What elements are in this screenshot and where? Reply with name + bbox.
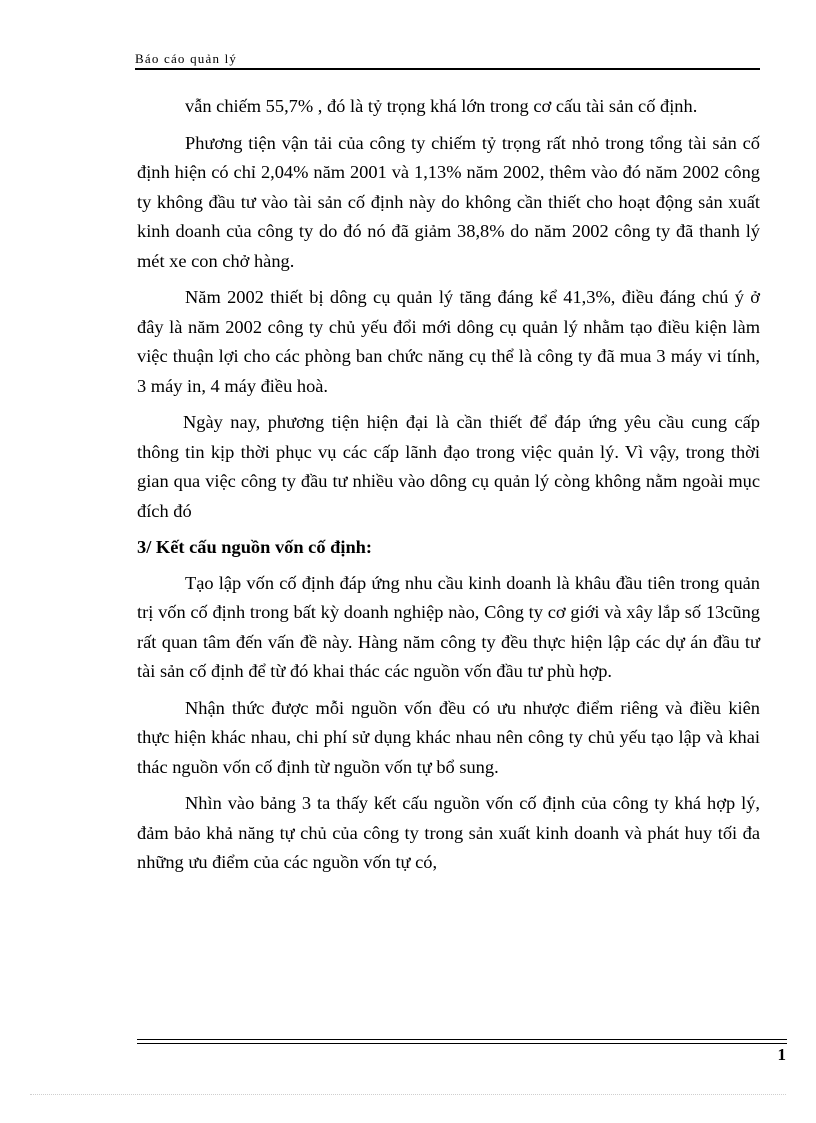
paragraph-modern-means: Ngày nay, phương tiện hiện đại là cần thiết để đáp ứng yêu cầu cung cấp thông tin kịp thời phục vụ các cấp lãnh đạo trong việc quản lý. Vì vậy, trong thời gian qua việc công ty đầu tư nhiều vào dông cụ quản lý còng không nằm ngoài mục đích đó: [137, 412, 760, 521]
header-rule: [135, 68, 760, 70]
paragraph-capital-sources: Nhận thức được mỗi nguồn vốn đều có ưu nhược điểm riêng và điều kiên thực hiện khác nhau, chi phí sử dụng khác nhau nên công ty chủ yếu tạo lập và khai thác nguồn vốn cố định từ nguồn vốn tự bổ sung.: [137, 697, 760, 777]
paragraph-management-tools: Năm 2002 thiết bị dông cụ quản lý tăng đáng kể 41,3%, điều đáng chú ý ở đây là năm 2002 công ty chủ yếu đổi mới dông cụ quản lý nhằm tạo điều kiện làm việc thuận lợi cho các phòng ban chức năng cụ thể là công ty đã mua 3 máy vi tính, 3 máy in, 4 máy điều hoà.: [137, 287, 760, 396]
section-heading: 3/ Kết cấu nguồn vốn cố định:: [137, 537, 373, 557]
paragraph-continued: vẫn chiếm 55,7% , đó là tỷ trọng khá lớn trong cơ cấu tài sản cố định.: [185, 96, 698, 116]
page-header: Báo cáo quản lý: [135, 51, 238, 66]
footer-rule: [137, 1039, 787, 1044]
document-body: [137, 92, 760, 885]
paragraph-capital-creation: Tạo lập vốn cố định đáp ứng nhu cầu kinh doanh là khâu đầu tiên trong quản trị vốn cố định trong bất kỳ doanh nghiệp nào, Công ty cơ giới và xây lắp số 13cũng rất quan tâm đến vấn đề này. Hàng năm công ty đều thực hiện lập các dự án đầu tư tài sản cố định để từ đó khai thác các nguồn vốn đầu tư phù hợp.: [137, 572, 760, 681]
paragraph-table-reference: Nhìn vào bảng 3 ta thấy kết cấu nguồn vốn cố định của công ty khá hợp lý, đảm bảo khả năng tự chủ của công ty trong sản xuất kinh doanh và phát huy tối đa những ưu điểm của các nguồn vốn tự có,: [137, 793, 760, 872]
paragraph-transport: Phương tiện vận tải của công ty chiếm tỷ trọng rất nhỏ trong tổng tài sản cố định hiện có chỉ 2,04% năm 2001 và 1,13% năm 2002, thêm vào đó năm 2002 công ty không đầu tư vào tài sản cố định này do không cần thiết cho hoạt động sản xuất kinh doanh của công ty do đó nó đã giảm 38,8% do năm 2002 công ty đã thanh lý mét xe con chở hàng.: [137, 132, 760, 271]
page-bottom-border: [30, 1094, 786, 1095]
page-number: 1: [777, 1045, 786, 1064]
